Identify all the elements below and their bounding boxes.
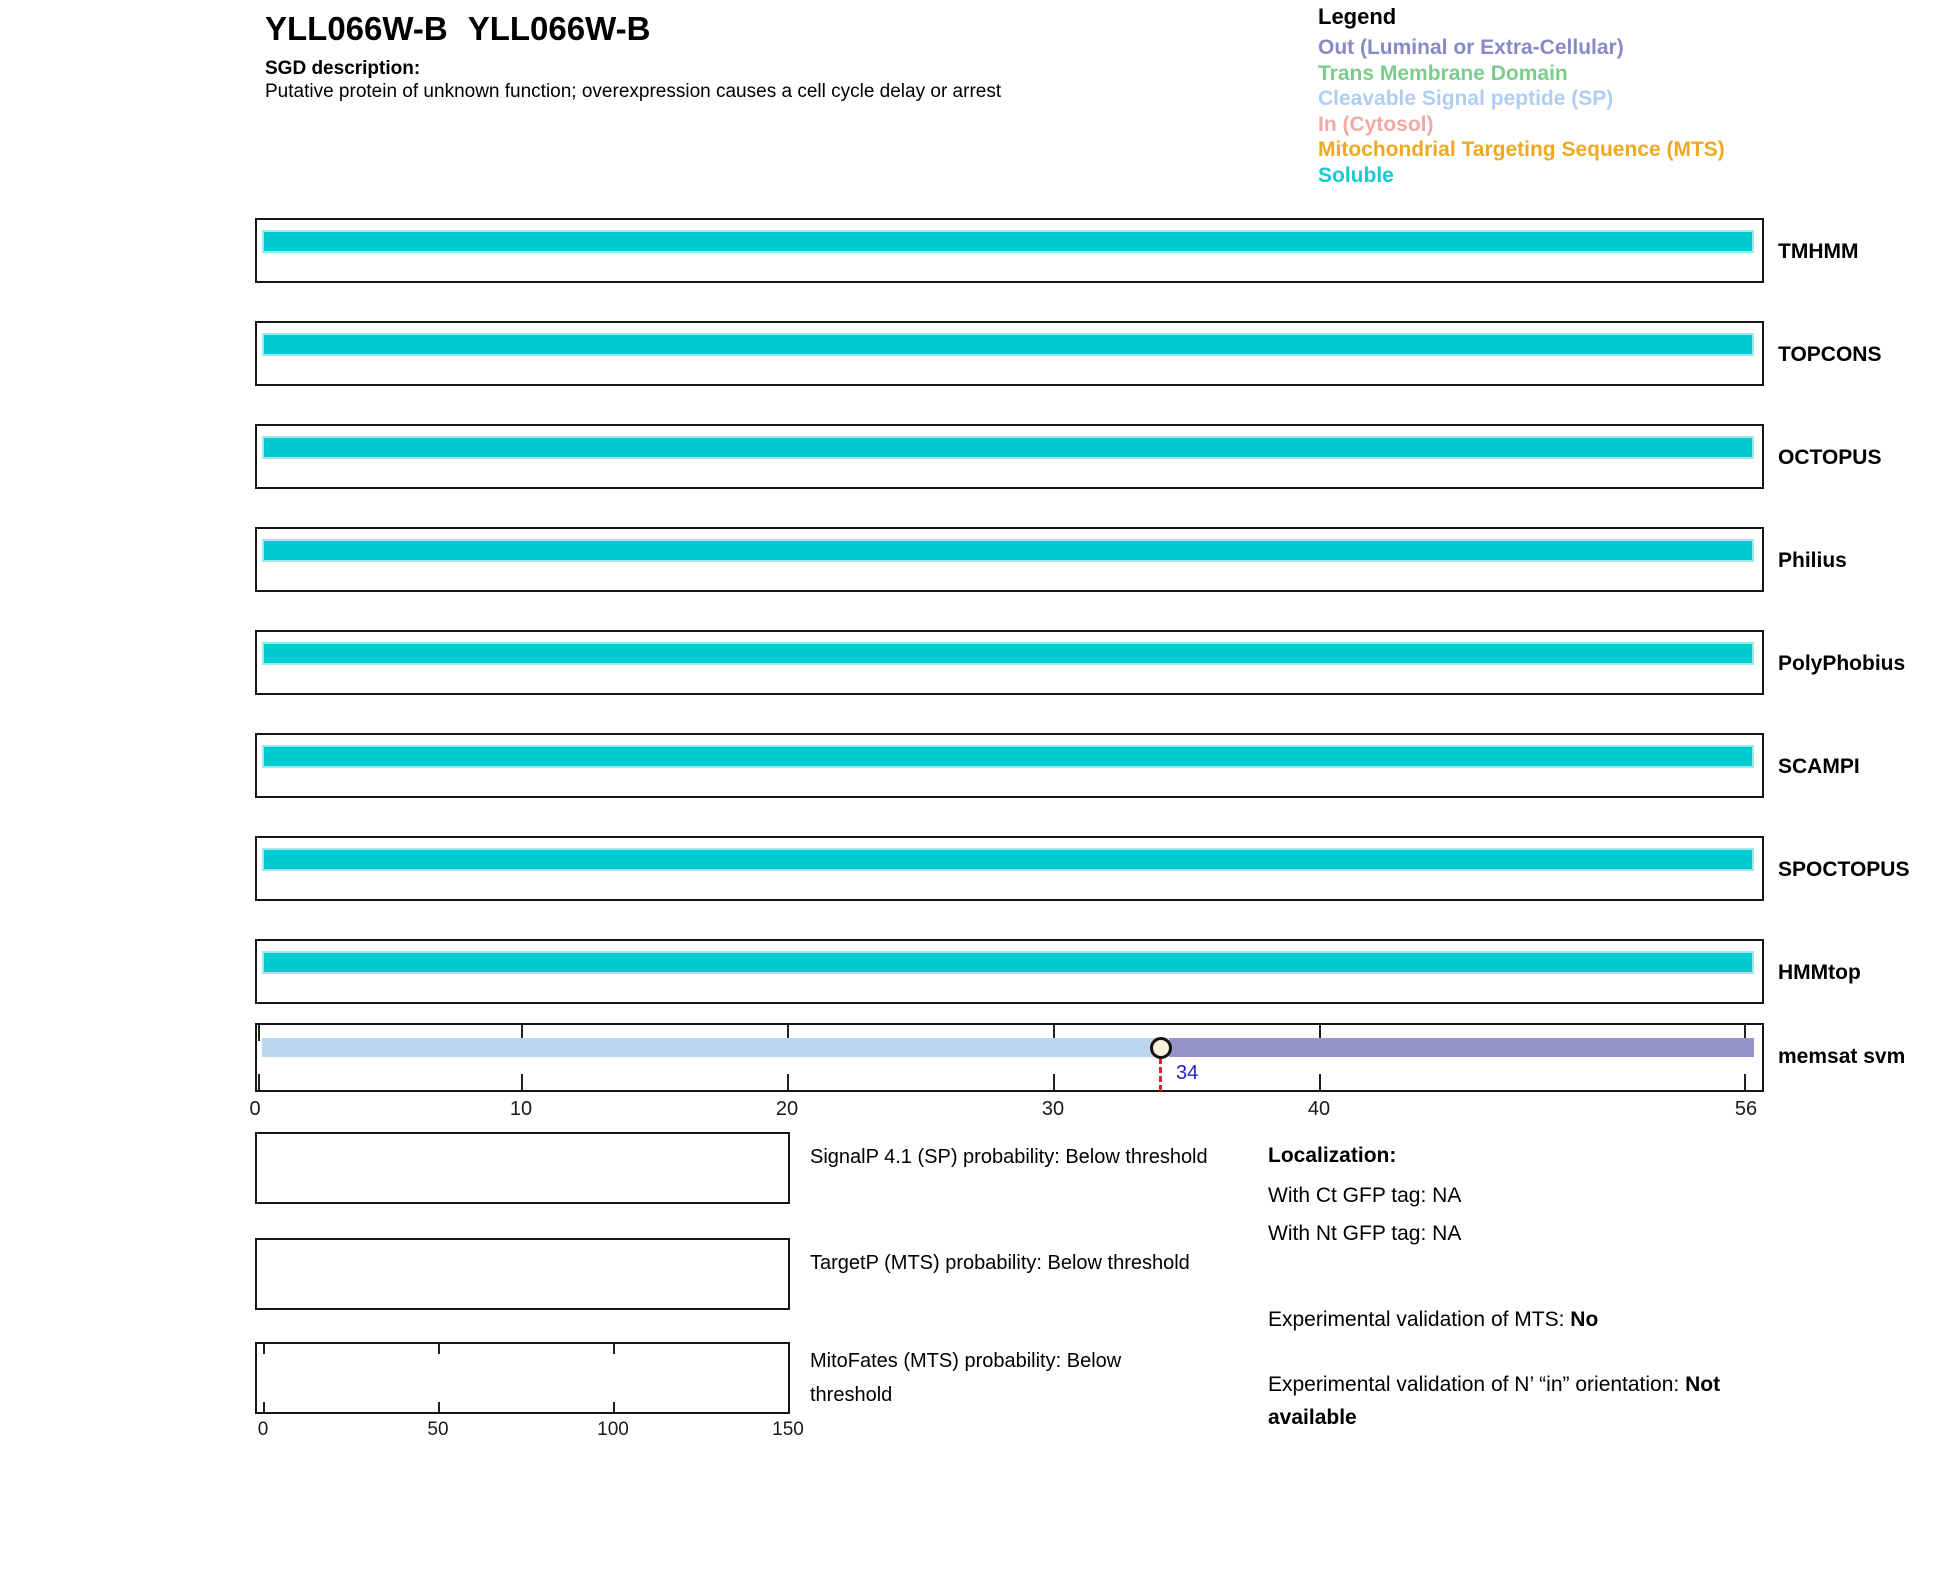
localization-heading: Localization: [1268, 1144, 1397, 1167]
track-spoctopus [255, 836, 1764, 901]
cleavage-site-line [1159, 1058, 1162, 1091]
track-label-memsat-svm: memsat svm [1778, 1045, 1906, 1068]
track-label-spoctopus: SPOCTOPUS [1778, 858, 1910, 881]
memsat-tick-0-top [258, 1025, 260, 1041]
track-memsat-svm [255, 1023, 1764, 1092]
mitofates-tick-50-bottom [438, 1402, 440, 1412]
mitofates-axis-100: 100 [597, 1419, 629, 1440]
sgd-description-heading: SGD description: [265, 58, 421, 79]
track-label-scampi: SCAMPI [1778, 755, 1860, 778]
gene-systematic-name: YLL066W-B [265, 10, 448, 47]
legend-item-transmembrane: Trans Membrane Domain [1318, 61, 1568, 85]
axis-tick-56: 56 [1734, 1098, 1758, 1120]
experimental-orientation-line [1268, 1368, 1738, 1434]
gene-standard-name: YLL066W-B [467, 10, 651, 47]
targetp-label: TargetP (MTS) probability: Below threshold [810, 1252, 1190, 1274]
soluble-bar [262, 539, 1754, 562]
mitofates-tick-0-bottom [263, 1402, 265, 1412]
axis-tick-30: 30 [1041, 1098, 1065, 1120]
mitofates-tick-100-bottom [613, 1402, 615, 1412]
mitofates-tick-50-top [438, 1344, 440, 1354]
track-label-hmmtop: HMMtop [1778, 961, 1861, 984]
soluble-bar [262, 848, 1754, 871]
experimental-orientation-label: Experimental validation of N’ “in” orientation: [1268, 1373, 1686, 1396]
track-topcons [255, 321, 1764, 386]
soluble-bar [262, 436, 1754, 459]
legend-item-soluble: Soluble [1318, 163, 1394, 187]
soluble-bar [262, 951, 1754, 974]
axis-tick-20: 20 [775, 1098, 799, 1120]
track-scampi [255, 733, 1764, 798]
memsat-tick-0-bottom [258, 1074, 260, 1090]
memsat-tick-30-bottom [1053, 1074, 1055, 1090]
legend-item-mts: Mitochondrial Targeting Sequence (MTS) [1318, 138, 1725, 161]
memsat-tick-56-bottom [1744, 1074, 1746, 1090]
experimental-orientation-value: Not available [1268, 1373, 1721, 1429]
soluble-bar [262, 642, 1754, 665]
signal-peptide-bar [262, 1038, 1161, 1057]
localization-ct-gfp: With Ct GFP tag: NA [1268, 1184, 1462, 1207]
cleavage-site-value: 34 [1176, 1062, 1199, 1084]
axis-tick-10: 10 [509, 1098, 533, 1120]
legend-title: Legend [1318, 4, 1397, 29]
track-hmmtop [255, 939, 1764, 1004]
mitofates-tick-100-top [613, 1344, 615, 1354]
legend [1318, 4, 1725, 188]
experimental-mts-label: Experimental validation of MTS: [1268, 1308, 1571, 1331]
track-label-polyphobius: PolyPhobius [1778, 652, 1906, 675]
track-octopus [255, 424, 1764, 489]
track-label-octopus: OCTOPUS [1778, 446, 1882, 469]
signalp-label: SignalP 4.1 (SP) probability: Below threshold [810, 1146, 1208, 1168]
track-label-topcons: TOPCONS [1778, 343, 1882, 366]
experimental-mts-line [1268, 1308, 1598, 1332]
signalp-plot [255, 1132, 790, 1204]
soluble-bar [262, 230, 1754, 253]
track-philius [255, 527, 1764, 592]
legend-item-in-cytosol: In (Cytosol) [1318, 112, 1434, 136]
track-label-philius: Philius [1778, 549, 1847, 572]
out-region-bar [1169, 1038, 1754, 1057]
cleavage-site-marker [1150, 1037, 1172, 1059]
sgd-description-text: Putative protein of unknown function; overexpression causes a cell cycle delay or arrest [265, 81, 1002, 102]
legend-item-signal-peptide: Cleavable Signal peptide (SP) [1318, 87, 1614, 110]
legend-item-out: Out (Luminal or Extra-Cellular) [1318, 36, 1624, 59]
localization-nt-gfp: With Nt GFP tag: NA [1268, 1222, 1462, 1245]
mitofates-axis-50: 50 [427, 1419, 449, 1440]
page-title [265, 10, 650, 48]
targetp-plot [255, 1238, 790, 1310]
memsat-tick-20-bottom [787, 1074, 789, 1090]
mitofates-tick-0-top [263, 1344, 265, 1354]
axis-tick-40: 40 [1307, 1098, 1331, 1120]
soluble-bar [262, 333, 1754, 356]
memsat-tick-40-bottom [1319, 1074, 1321, 1090]
soluble-bar [262, 745, 1754, 768]
track-tmhmm [255, 218, 1764, 283]
experimental-mts-value: No [1570, 1308, 1599, 1331]
track-label-tmhmm: TMHMM [1778, 240, 1859, 263]
mitofates-axis-150: 150 [772, 1419, 804, 1440]
mitofates-plot [255, 1342, 790, 1414]
axis-tick-0: 0 [249, 1098, 261, 1120]
mitofates-label: MitoFates (MTS) probability: Below threshold [810, 1350, 1122, 1406]
mitofates-axis-0: 0 [257, 1419, 269, 1440]
memsat-tick-10-bottom [521, 1074, 523, 1090]
track-polyphobius [255, 630, 1764, 695]
